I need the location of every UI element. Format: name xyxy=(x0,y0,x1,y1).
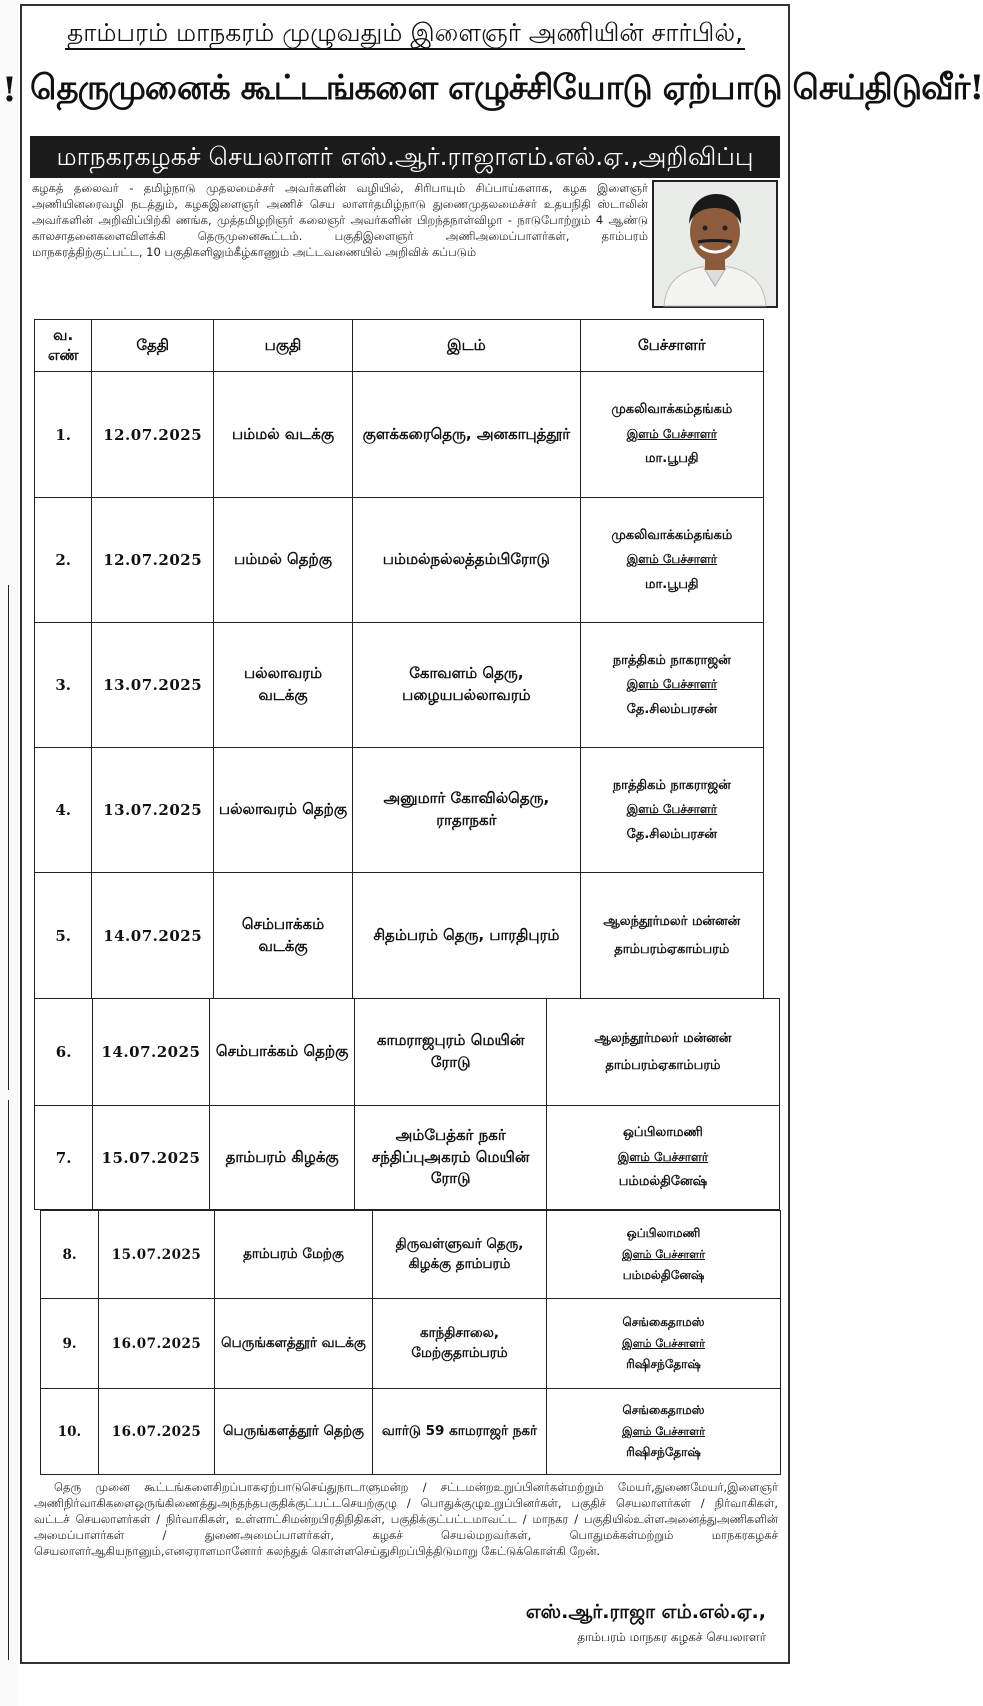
row-area: பெருங்களத்தூர் தெற்கு xyxy=(215,1389,373,1475)
young-speaker: மா.பூபதி xyxy=(645,451,699,467)
young-speaker-label: இளம் பேச்சாளர் xyxy=(622,1247,705,1261)
header-area: பகுதி xyxy=(213,320,352,372)
row-area: பல்லாவரம் தெற்கு xyxy=(213,748,352,873)
main-speaker: நாத்திகம் நாகராஜன் xyxy=(612,652,731,668)
young-speaker: ரிஷிசந்தோஷ் xyxy=(626,1445,701,1460)
row-place: பம்மல்நல்லத்தம்பிரோடு xyxy=(353,498,581,623)
table-row xyxy=(35,873,764,999)
row-area: தாம்பரம் கிழக்கு xyxy=(209,1106,355,1210)
main-speaker: நாத்திகம் நாகராஜன் xyxy=(612,777,731,793)
row-date: 13.07.2025 xyxy=(92,623,214,748)
co-speaker: தாம்பரம்ஏகாம்பரம் xyxy=(605,1058,721,1073)
table-row xyxy=(35,999,780,1106)
row-serial: 8. xyxy=(41,1211,99,1299)
row-area: தாம்பரம் மேற்கு xyxy=(215,1211,373,1299)
row-area: பெருங்களத்தூர் வடக்கு xyxy=(215,1299,373,1389)
young-speaker-label: இளம் பேச்சாளர் xyxy=(626,426,718,441)
header-date: தேதி xyxy=(92,320,214,372)
signatory-name: எஸ்.ஆர்.ராஜா எம்.எல்.ஏ., xyxy=(525,1601,766,1623)
young-speaker-label: இளம் பேச்சாளர் xyxy=(626,552,718,567)
announcement-band: மாநகரகழகச் செயலாளர் எஸ்.ஆர்.ராஜாஎம்.எல்.ஏ.,அறிவிப்பு xyxy=(30,136,780,178)
main-speaker: ஆலந்தூர்மலர் மன்னன் xyxy=(594,1030,732,1046)
row-speaker xyxy=(547,1211,781,1299)
row-date: 13.07.2025 xyxy=(92,748,214,873)
row-place: திருவள்ளுவர் தெரு, கிழக்கு தாம்பரம் xyxy=(373,1211,547,1299)
row-serial: 3. xyxy=(35,623,92,748)
portrait-image xyxy=(654,182,776,306)
young-speaker-label: இளம் பேச்சாளர் xyxy=(626,677,718,692)
row-speaker xyxy=(580,623,763,748)
table-row xyxy=(41,1211,781,1299)
row-date: 12.07.2025 xyxy=(92,372,214,498)
schedule-table-continued xyxy=(34,998,780,1210)
row-serial: 5. xyxy=(35,873,92,999)
row-area: பல்லாவரம் வடக்கு xyxy=(213,623,352,748)
young-speaker: மா.பூபதி xyxy=(645,576,699,592)
table-row xyxy=(41,1299,781,1389)
row-serial: 1. xyxy=(35,372,92,498)
row-serial: 4. xyxy=(35,748,92,873)
row-date: 16.07.2025 xyxy=(99,1299,215,1389)
row-speaker xyxy=(546,999,779,1106)
row-place: காமராஜபுரம் மெயின் ரோடு xyxy=(355,999,546,1106)
row-speaker xyxy=(580,873,763,999)
young-speaker: பம்மல்தினேஷ் xyxy=(622,1268,705,1283)
main-headline: தெருமுனைக் கூட்டங்களை எழுச்சியோடு ஏற்பாடு செய்திடுவீர்! xyxy=(30,68,983,108)
row-serial: 2. xyxy=(35,498,92,623)
header-serial: வ. எண் xyxy=(35,320,92,372)
row-place: அம்பேத்கர் நகர் சந்திப்புஅகரம் மெயின் ரோடு xyxy=(355,1106,546,1210)
header-speaker: பேச்சாளர் xyxy=(580,320,763,372)
row-serial: 10. xyxy=(41,1389,99,1475)
row-speaker xyxy=(580,372,763,498)
young-speaker: பம்மல்தினேஷ் xyxy=(618,1174,708,1190)
table-row xyxy=(35,498,764,623)
row-date: 15.07.2025 xyxy=(93,1106,210,1210)
row-date: 16.07.2025 xyxy=(99,1389,215,1475)
row-speaker xyxy=(547,1299,781,1389)
adjacent-column-rule xyxy=(8,585,9,1090)
row-place: காந்திசாலை, மேற்குதாம்பரம் xyxy=(373,1299,547,1389)
row-area: செம்பாக்கம் தெற்கு xyxy=(209,999,355,1106)
main-speaker: ஒப்பிலாமணி xyxy=(626,1225,701,1240)
row-place: குளக்கரைதெரு, அனகாபுத்தூர் xyxy=(353,372,581,498)
adjacent-column-fragment xyxy=(0,0,18,1706)
table-row xyxy=(35,1106,780,1210)
young-speaker-label: இளம் பேச்சாளர் xyxy=(622,1424,705,1438)
young-speaker-label: இளம் பேச்சாளர் xyxy=(622,1336,705,1350)
young-speaker: தே.சிலம்பரசன் xyxy=(626,826,717,842)
row-serial: 6. xyxy=(35,999,93,1106)
signatory-role: தாம்பரம் மாநகர கழகச் செயலாளர் xyxy=(577,1630,766,1644)
row-serial: 7. xyxy=(35,1106,93,1210)
co-speaker: தாம்பரம்ஏகாம்பரம் xyxy=(614,941,730,957)
young-speaker: ரிஷிசந்தோஷ் xyxy=(626,1357,701,1372)
row-date: 15.07.2025 xyxy=(99,1211,215,1299)
row-area: செம்பாக்கம் வடக்கு xyxy=(213,873,352,999)
main-speaker: முகலிவாக்கம்தங்கம் xyxy=(611,402,733,418)
main-speaker: செங்கைதாமஸ் xyxy=(622,1402,705,1417)
row-place: வார்டு 59 காமராஜர் நகர் xyxy=(373,1389,547,1475)
header-place: இடம் xyxy=(353,320,581,372)
row-place: அனுமார் கோவில்தெரு, ராதாநகர் xyxy=(353,748,581,873)
young-speaker-label: இளம் பேச்சாளர் xyxy=(617,1149,709,1164)
table-row xyxy=(35,372,764,498)
table-row xyxy=(35,748,764,873)
young-speaker: தே.சிலம்பரசன் xyxy=(626,701,717,717)
row-place: சிதம்பரம் தெரு, பாரதிபுரம் xyxy=(353,873,581,999)
header-line-text: தாம்பரம் மாநகரம் முழுவதும் இளைஞர் அணியின் சார்பில், xyxy=(65,18,745,50)
table-row xyxy=(35,623,764,748)
row-serial: 9. xyxy=(41,1299,99,1389)
schedule-table xyxy=(34,319,764,999)
row-speaker xyxy=(547,1389,781,1475)
row-area: பம்மல் தெற்கு xyxy=(213,498,352,623)
main-speaker: ஒப்பிலாமணி xyxy=(623,1125,703,1141)
adjacent-exclamation-mark: ! xyxy=(2,70,17,110)
table-header-row xyxy=(35,320,764,372)
row-area: பம்மல் வடக்கு xyxy=(213,372,352,498)
adjacent-column-rule xyxy=(8,1100,9,1660)
row-date: 12.07.2025 xyxy=(92,498,214,623)
schedule-table-final xyxy=(40,1210,781,1475)
intro-paragraph: கழகத் தலைவர் - தமிழ்நாடு முதலமைச்சர் அவர்களின் வழியில், சிரிபாயும் சிப்பாய்களாக, கழக இளைஞர் அணியினரைவழி நடத்தும், கழகஇளைஞர் அணிச் செய லாளர்தமிழ்நாடு துணைமுதலமைச்சர் உதயநிதி ஸ்டாலின் அவர்களின் அறிவிப்பிற்கி ணங்க, முத்தமிழறிஞர் கலைஞர் அவர்களின் பிறந்தநாள்விழா - நாடுபோற்றும் 4 ஆண்டு காலசாதனைகளைவிளக்கி தெருமுனைகூட்டம். பகுதிஇளைஞர் அணிஅமைப்பாளர்கள், தாம்பரம் மாநகரத்திற்குட்பட்ட, 10 பகுதிகளிலும்கீழ்காணும் அட்டவணையில் அறிவிக் கப்படும் xyxy=(32,181,648,259)
table-row xyxy=(41,1389,781,1475)
main-speaker: ஆலந்தூர்மலர் மன்னன் xyxy=(603,914,741,930)
row-speaker xyxy=(580,748,763,873)
person-photo xyxy=(652,180,778,308)
row-speaker xyxy=(546,1106,779,1210)
row-place: கோவளம் தெரு, பழையபல்லாவரம் xyxy=(353,623,581,748)
closing-paragraph: தெரு முனை கூட்டங்களைசிறப்பாகஏற்பாடுசெய்துநாடாளுமன்ற / சட்டமன்றஉறுப்பினர்கள்மற்றும் மேயர்,துணைமேயர்,இளைஞர் அணிநிர்வாகிகளைஒருங்கிணைத்துஅந்தந்தபகுதிக்குட்பட்டசெயற்குழு / பொதுக்குழுஉறுப்பினர்கள், பகுதிச் செயலாளர்கள் / நிர்வாகிகள், வட்டச் செயலாளர்கள் / நிர்வாகிகள், உள்ளாட்சிமன்றபிரதிநிதிகள், பகுதிக்குட்பட்டமாவட்ட / மாநகர / பகுதியில்உள்ளஅனைத்துஅணிகளின் அமைப்பாளர்கள் / துணைஅமைப்பாளர்கள், கழகச் செயல்மறவர்கள், பொதுமக்கள்மற்றும் மாநகரகழகச் செயலாளர்ஆகியநானும்,எனஏராளமானோர் கலந்துக் கொள்ளசெய்துசிறப்பித்திடுமாறு கேட்டுக்கொள்கி றேன். xyxy=(34,1480,778,1558)
row-date: 14.07.2025 xyxy=(92,873,214,999)
main-speaker: செங்கைதாமஸ் xyxy=(622,1314,705,1329)
row-date: 14.07.2025 xyxy=(93,999,210,1106)
main-speaker: முகலிவாக்கம்தங்கம் xyxy=(611,527,733,543)
row-speaker xyxy=(580,498,763,623)
young-speaker-label: இளம் பேச்சாளர் xyxy=(626,802,718,817)
header-line xyxy=(22,18,788,51)
